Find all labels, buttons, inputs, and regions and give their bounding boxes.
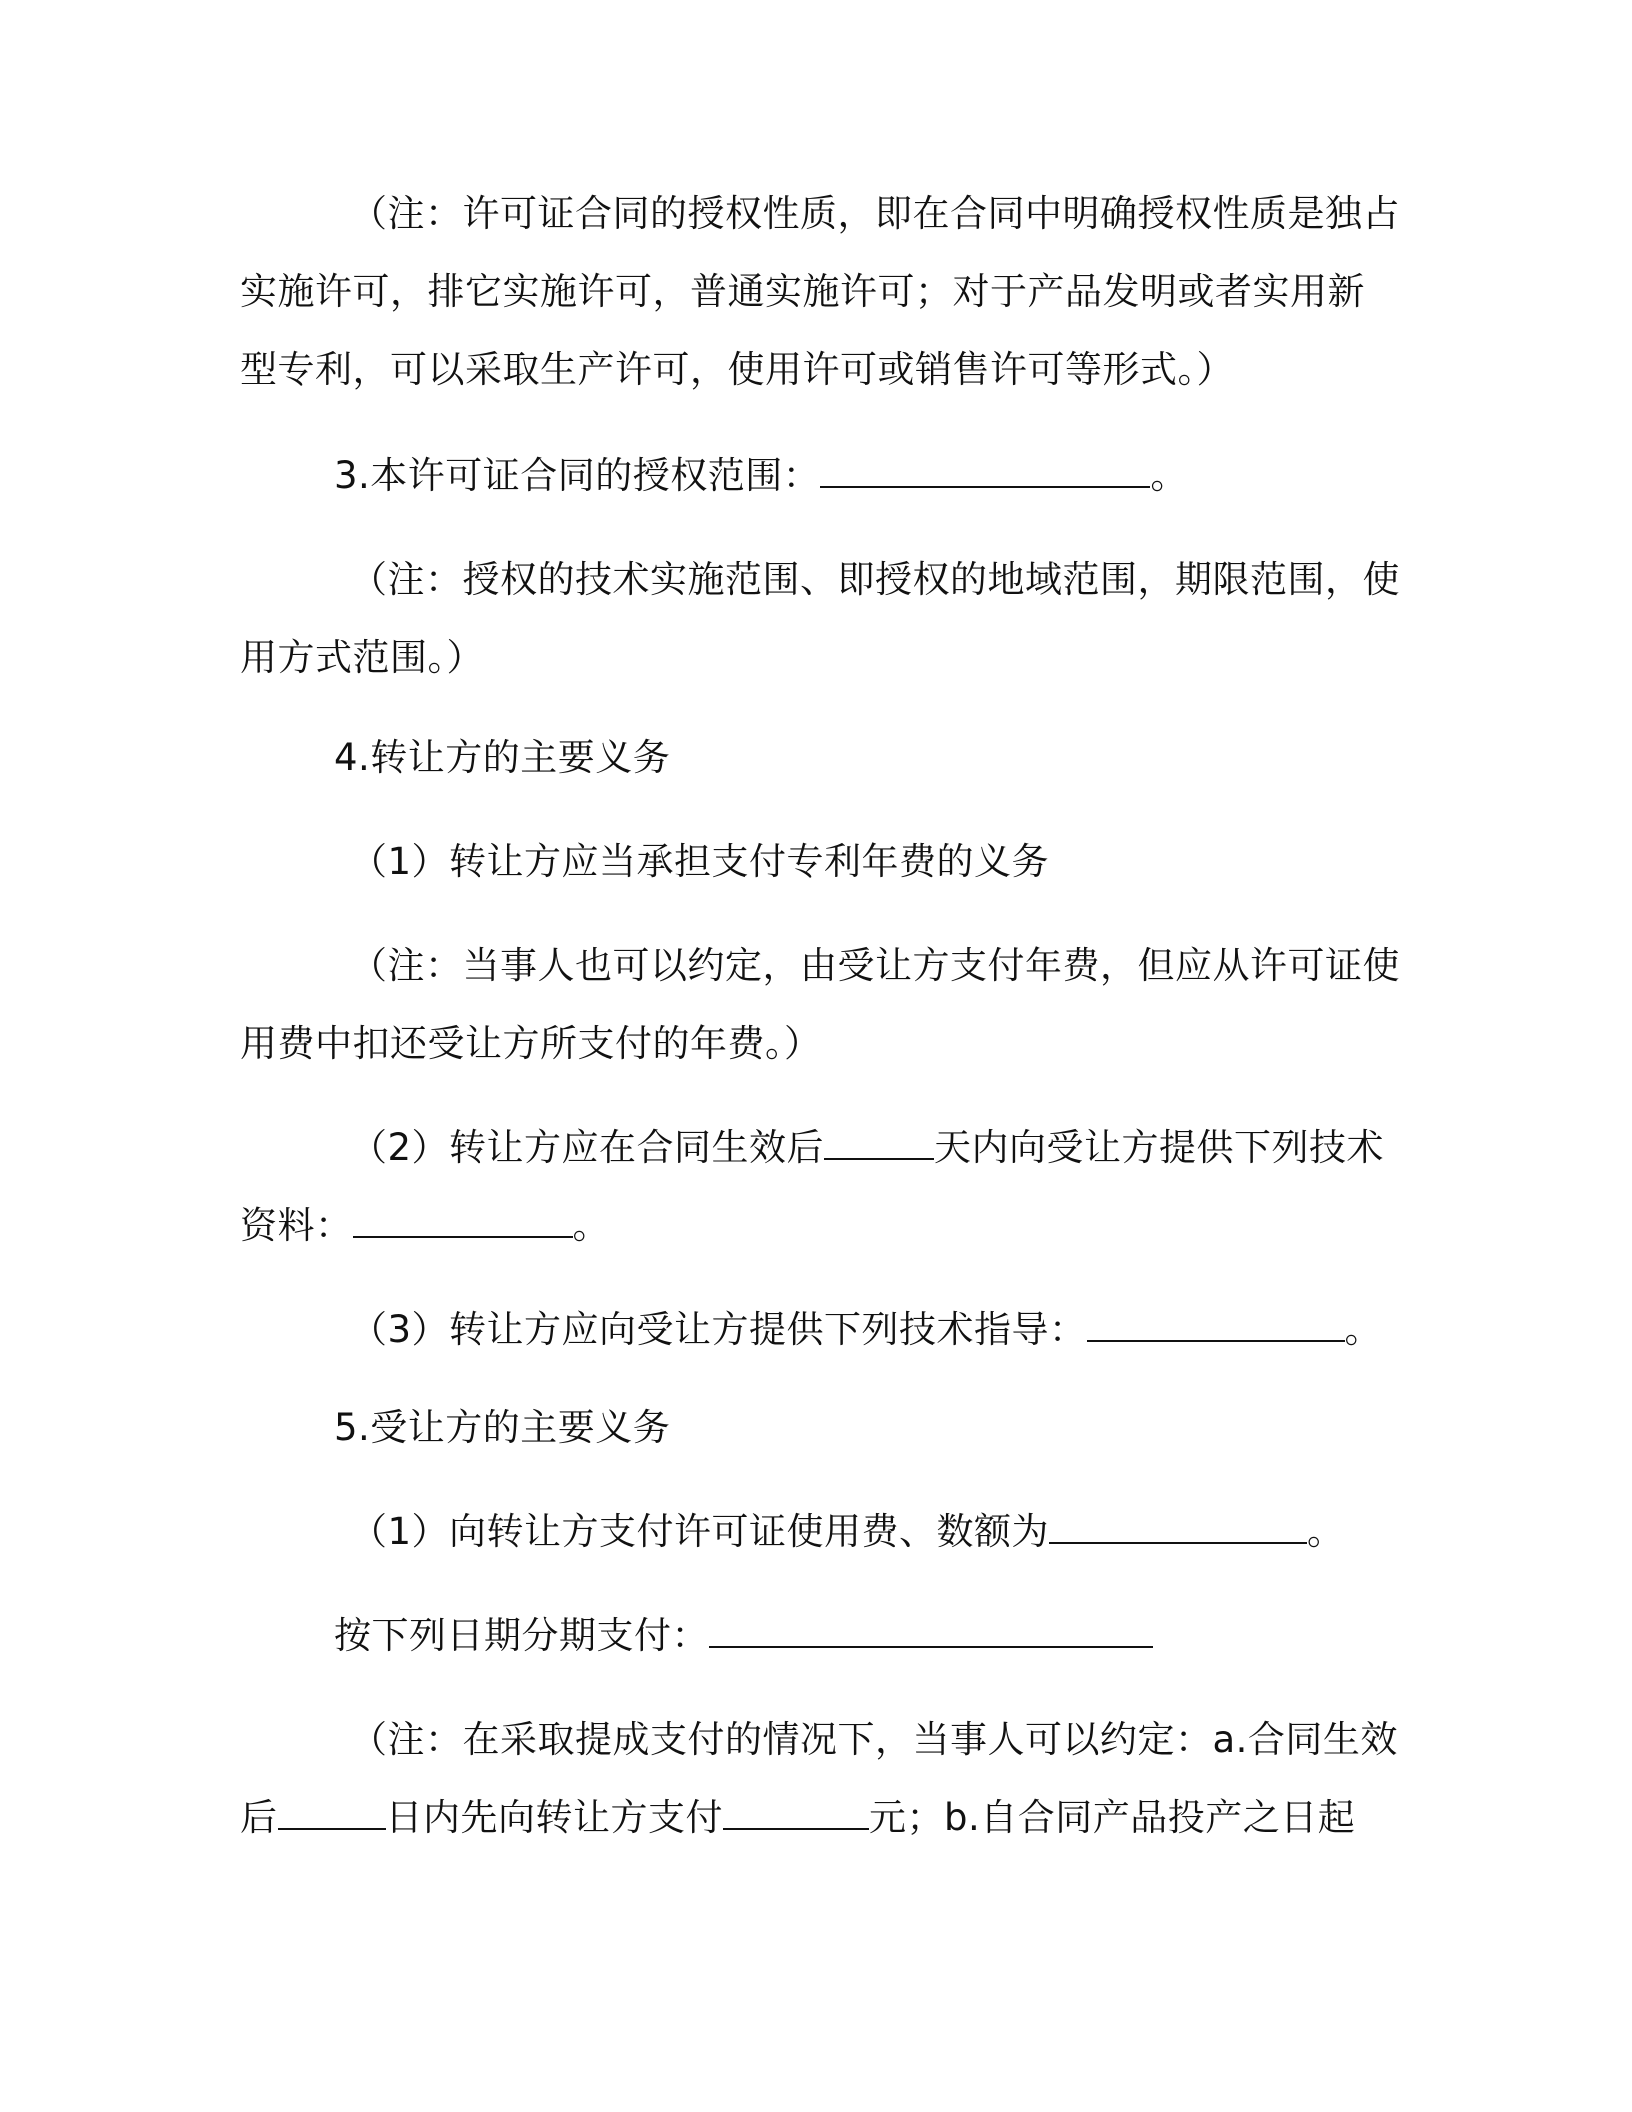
technical-data-blank[interactable] (353, 1202, 573, 1238)
item5-sub1 (350, 1508, 1345, 1556)
item4-sub2-line2-prefix: 资料： (240, 1204, 353, 1247)
initial-days-blank[interactable] (278, 1794, 386, 1830)
item5-sub1-prefix: （1）向转让方支付许可证使用费、数额为 (350, 1510, 1050, 1553)
item4-sub2-line1 (350, 1124, 1384, 1172)
installment-line (334, 1612, 1153, 1660)
fee-amount-blank[interactable] (1049, 1508, 1307, 1544)
note1-line3: 型专利，可以采取生产许可，使用许可或销售许可等形式。） (240, 348, 1234, 391)
item4-heading: 4.转让方的主要义务 (334, 736, 671, 779)
item5-note-line2-b: 日内先向转让方支付 (385, 1796, 723, 1839)
item3-line (334, 452, 1188, 500)
note1-line2: 实施许可，排它实施许可，普通实施许可；对于产品发明或者实用新 (240, 270, 1365, 313)
item5-note-line2 (240, 1794, 1355, 1842)
note2-line2: 用方式范围。） (240, 636, 484, 679)
item4-sub2-middle: 天内向受让方提供下列技术 (934, 1126, 1385, 1169)
item5-sub1-suffix: 。 (1307, 1510, 1345, 1553)
technical-guidance-blank[interactable] (1087, 1306, 1345, 1342)
installment-prefix: 按下列日期分期支付： (334, 1614, 709, 1657)
item3-suffix: 。 (1150, 454, 1188, 497)
item3-prefix: 3.本许可证合同的授权范围： (334, 454, 821, 497)
days-blank[interactable] (824, 1124, 934, 1160)
item5-heading: 5.受让方的主要义务 (334, 1406, 671, 1449)
item4-note-line2: 用费中扣还受让方所支付的年费。） (240, 1022, 822, 1065)
item5-note-line1: （注：在采取提成支付的情况下，当事人可以约定：a.合同生效 (350, 1718, 1398, 1761)
note1-line1: （注：许可证合同的授权性质，即在合同中明确授权性质是独占 (350, 192, 1400, 235)
scope-blank[interactable] (820, 452, 1150, 488)
item4-sub2-line2 (240, 1202, 610, 1250)
item5-note-line2-c: 元；b.自合同产品投产之日起 (869, 1796, 1356, 1839)
installment-dates-blank[interactable] (709, 1612, 1153, 1648)
item4-sub3-prefix: （3）转让方应向受让方提供下列技术指导： (350, 1308, 1087, 1351)
item4-sub3-suffix: 。 (1344, 1308, 1383, 1351)
initial-payment-blank[interactable] (723, 1794, 869, 1830)
note2-line1: （注：授权的技术实施范围、即授权的地域范围，期限范围，使 (350, 558, 1400, 601)
item4-sub2-prefix: （2）转让方应在合同生效后 (350, 1126, 825, 1169)
item4-sub1: （1）转让方应当承担支付专利年费的义务 (350, 840, 1050, 883)
item4-note-line1: （注：当事人也可以约定，由受让方支付年费，但应从许可证使 (350, 944, 1400, 987)
item5-note-line2-a: 后 (240, 1796, 278, 1839)
item4-sub3 (350, 1306, 1382, 1354)
item4-sub2-line2-suffix: 。 (572, 1204, 610, 1247)
